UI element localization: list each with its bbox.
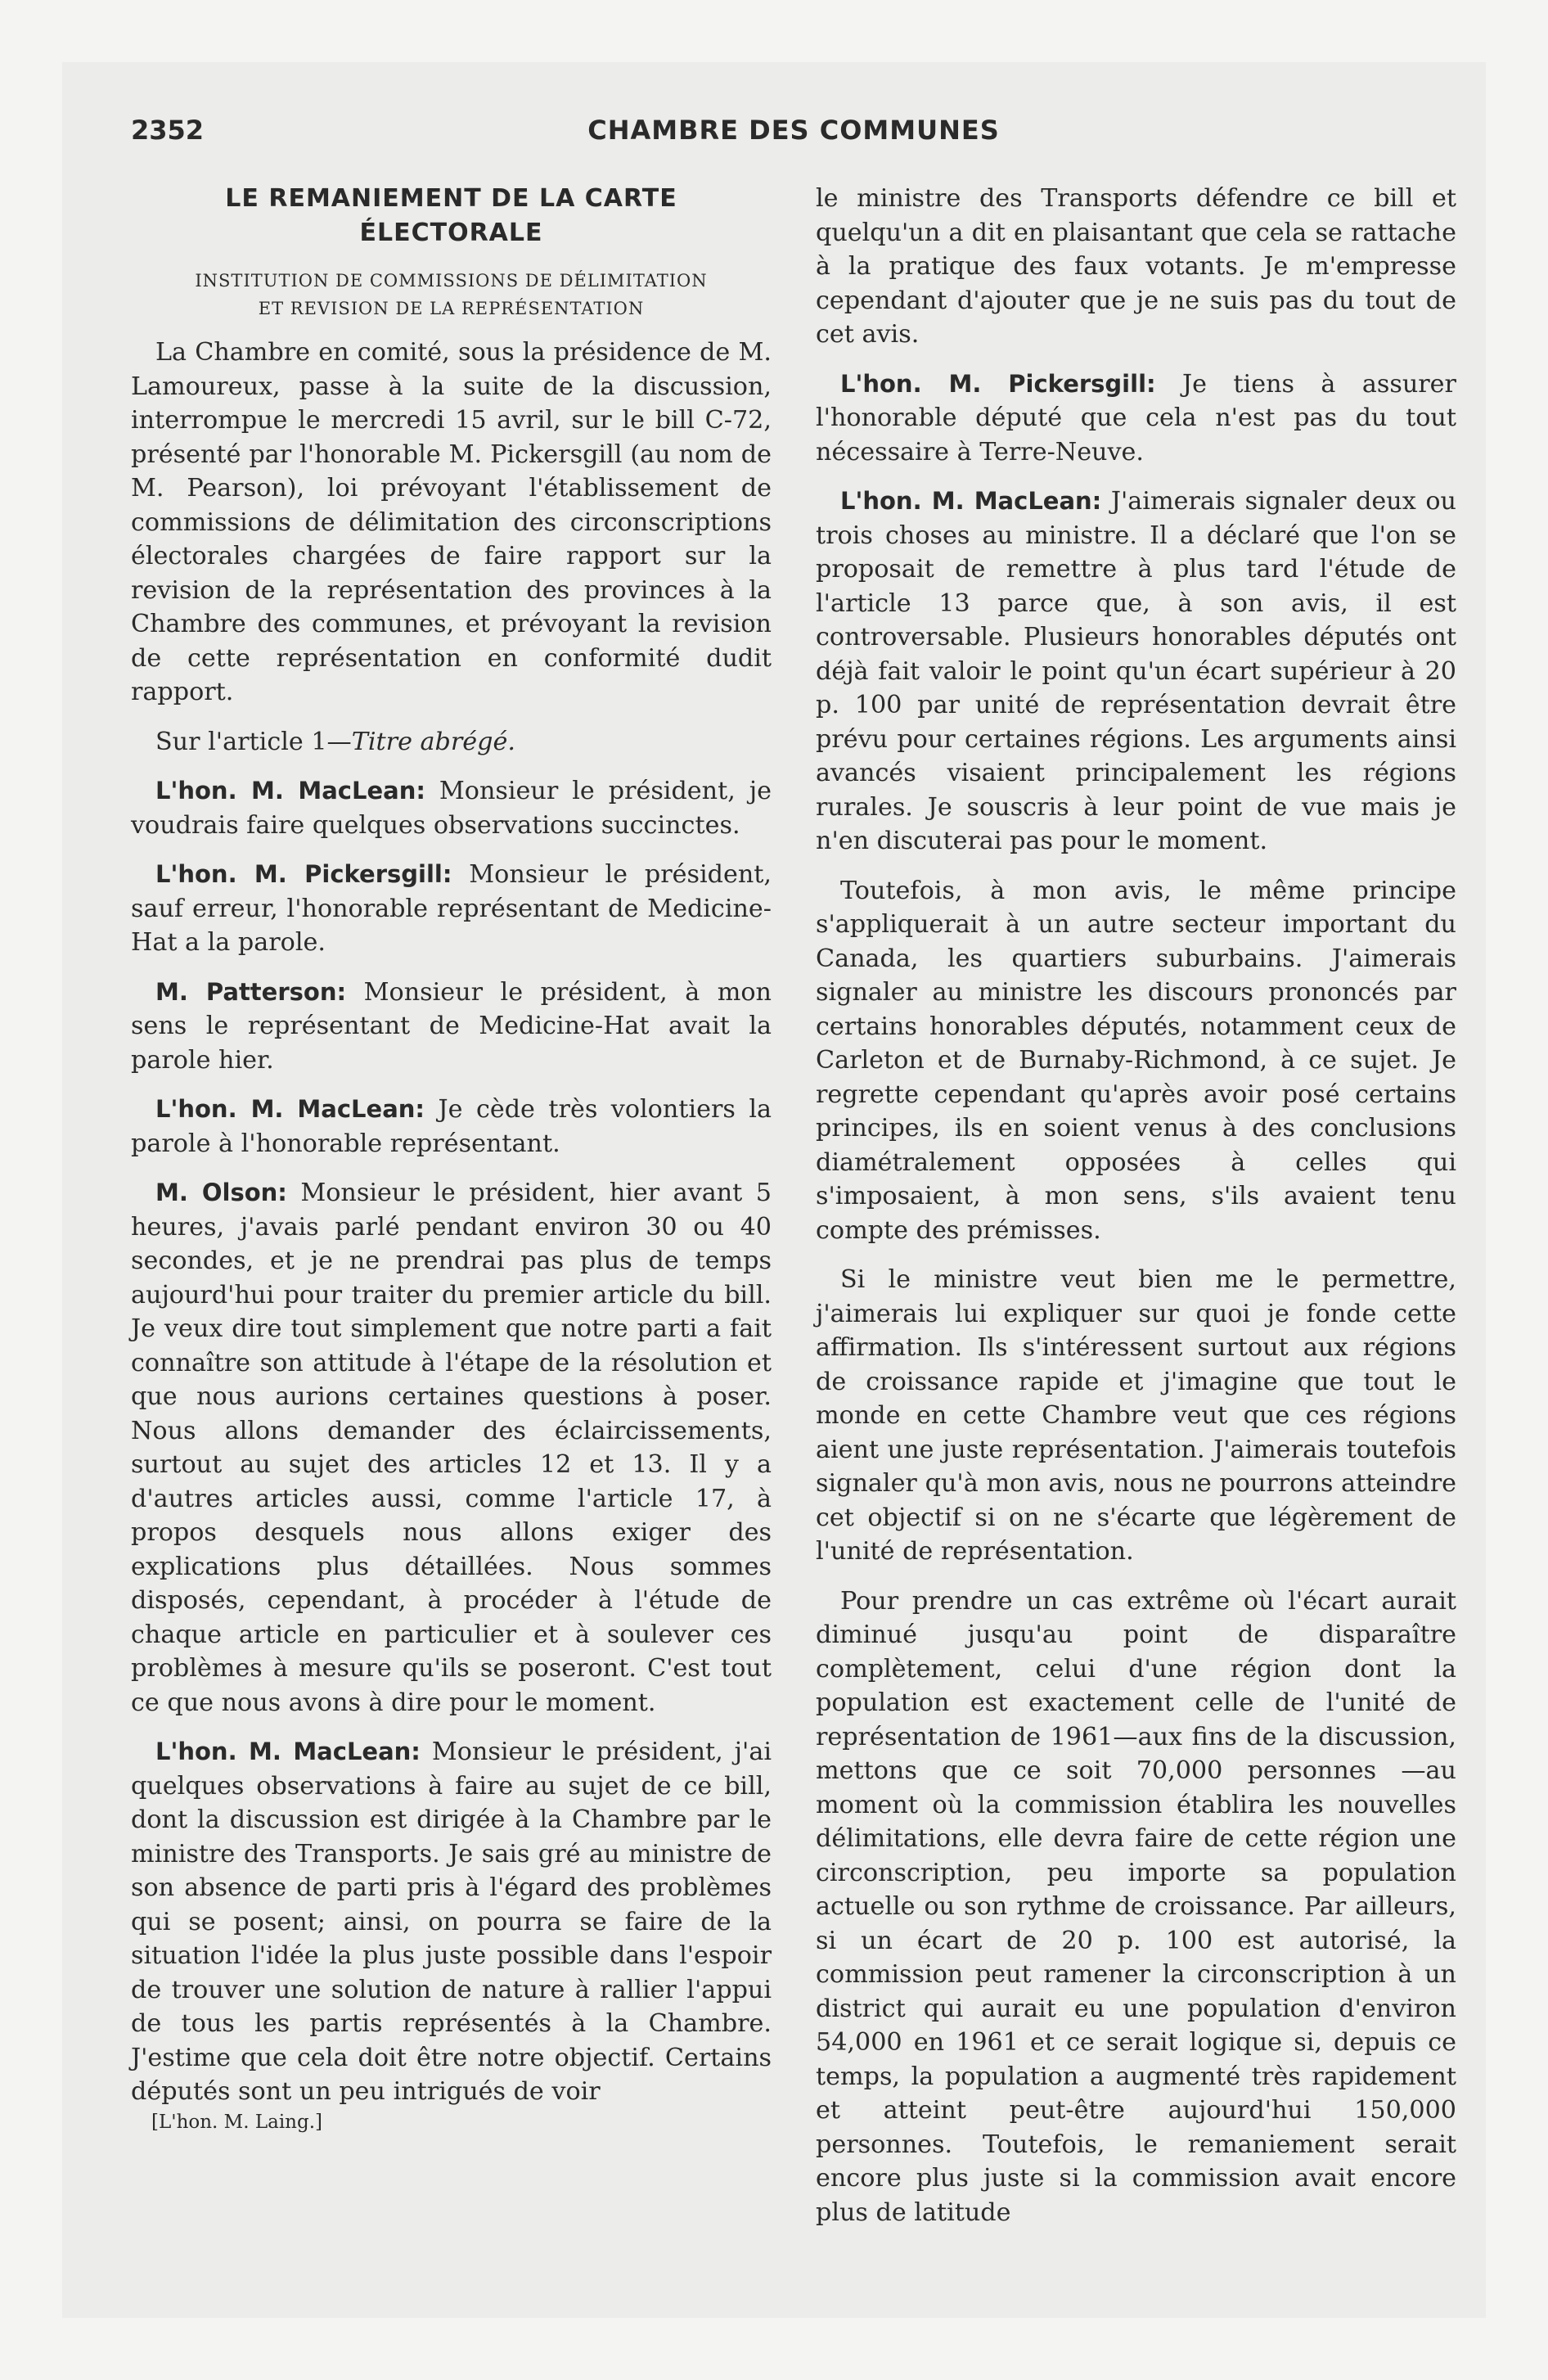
page-number: 2352 <box>131 115 205 146</box>
speech-text: Je tiens à assurer l'honorable député que cela n'est pas du tout nécessaire à Terre-Neuve. <box>816 369 1456 467</box>
speech-paragraph <box>131 1735 772 2109</box>
speaker-name: L'hon. M. MacLean: <box>840 487 1102 515</box>
body-paragraph: Toutefois, à mon avis, le même principe s'appliquerait à un autre secteur important du Canada, les quartiers suburbains. J'aimerais signaler au ministre les discours prononcés par certains honorables députés, notamment ceux de Carleton et de Burnaby-Richmond, à ce sujet. Je regrette cependant qu'après avoir posé certains principes, ils en soient venus à des conclusions diamétralement opposées à celles qui s'imposaient, à mon sens, s'ils avaient tenu compte des prémisses. <box>816 876 1456 1245</box>
speech-text: Monsieur le président, sauf erreur, l'honorable représentant de Medicine-Hat a la parole. <box>131 860 772 957</box>
section-title <box>131 182 772 250</box>
body-paragraph: Si le ministre veut bien me le permettre, j'aimerais lui expliquer sur quoi je fonde cette affirmation. Ils s'intéressent surtout aux régions de croissance rapide et j'imagine que tout le monde en cette Chambre veut que ces régions aient une juste représentation. J'aimerais toutefois signaler qu'à mon avis, nous ne pourrons atteindre cet objectif si on ne s'écarte que légèrement de l'unité de représentation. <box>816 1265 1456 1566</box>
body-paragraph: Pour prendre un cas extrême où l'écart aurait diminué jusqu'au point de disparaître complètement, celui d'une région dont la population est exactement celle de l'unité de représentation de 1961—aux fins de la discussion, mettons que ce soit 70,000 personnes —au moment où la commission établira les nouvelles délimitations, elle devra faire de cette région une circonscription, peu importe sa population actuelle ou son rythme de croissance. Par ailleurs, si un écart de 20 p. 100 est autorisé, la commission peut ramener la circonscription à un district qui aurait eu une population d'environ 54,000 en 1961 et ce serait logique si, depuis ce temps, la population a augmenté très rapidement et atteint peut-être aujourd'hui 150,000 personnes. Toutefois, le remaniement serait encore plus juste si la commission avait encore plus de latitude <box>816 1586 1456 2227</box>
speaker-name: L'hon. M. MacLean: <box>155 1095 425 1123</box>
section-subtitle-line2: ET REVISION DE LA REPRÉSENTATION <box>258 299 645 318</box>
intro-paragraph: La Chambre en comité, sous la présidence de M. Lamoureux, passe à la suite de la discussion, interrompue le mercredi 15 avril, sur le bill C-72, présenté par l'honorable M. Pickersgill (au nom de M. Pearson), loi prévoyant l'établissement de commissions de délimitation des circonscriptions électorales chargées de faire rapport sur la revision de la représentation des provinces à la Chambre des communes, et prévoyant la revision de cette représentation en conformité dudit rapport. <box>131 338 772 706</box>
section-title-line1: LE REMANIEMENT DE LA CARTE <box>225 184 677 213</box>
speech-paragraph <box>131 1176 772 1720</box>
left-column <box>131 182 772 2125</box>
speaker-name: M. Patterson: <box>155 977 347 1006</box>
speaker-footnote: [L'hon. M. Laing.] <box>151 2112 322 2133</box>
speaker-name: L'hon. M. Pickersgill: <box>155 860 452 888</box>
article-prefix: Sur l'article 1— <box>155 727 352 756</box>
article-title: Titre abrégé. <box>351 727 515 756</box>
speaker-name: L'hon. M. MacLean: <box>155 777 425 805</box>
section-subtitle <box>131 267 772 322</box>
speech-text: Monsieur le président, hier avant 5 heures, j'avais parlé pendant environ 30 ou 40 secondes, et je ne prendrai pas plus de temps aujourd'hui pour traiter du premier article du bill. Je veux dire tout simplement que notre parti a fait connaître son attitude à l'étape de la résolution et que nous aurions certaines questions à poser. Nous allons demander des éclaircissements, surtout au sujet des articles 12 et 13. Il y a d'autres articles aussi, comme l'article 17, à propos desquels nous allons exiger des explications plus détaillées. Nous sommes disposés, cependant, à procéder à l'étude de chaque article en particulier et à soulever ces problèmes à mesure qu'ils se poseront. C'est tout ce que nous avons à dire pour le moment. <box>131 1179 772 1717</box>
speech-paragraph <box>131 858 772 960</box>
speaker-name: L'hon. M. Pickersgill: <box>840 369 1156 398</box>
speaker-name: L'hon. M. MacLean: <box>155 1738 421 1765</box>
section-subtitle-line1: INSTITUTION DE COMMISSIONS DE DÉLIMITATION <box>195 271 708 291</box>
speech-text: Je cède très volontiers la parole à l'honorable représentant. <box>131 1095 772 1158</box>
right-column <box>816 182 1456 2245</box>
article-heading <box>131 725 772 760</box>
speech-text: Monsieur le président, à mon sens le représentant de Medicine-Hat avait la parole hier. <box>131 977 772 1075</box>
speech-paragraph <box>131 774 772 842</box>
page-header <box>131 115 1456 164</box>
continued-paragraph: le ministre des Transports défendre ce bill et quelqu'un a dit en plaisantant que cela se rattache à la pratique des faux votants. Je m'empresse cependant d'ajouter que je ne suis pas du tout de cet avis. <box>816 184 1456 349</box>
speaker-name: M. Olson: <box>155 1179 287 1206</box>
speech-paragraph <box>816 485 1456 859</box>
speech-paragraph <box>131 976 772 1078</box>
running-head: CHAMBRE DES COMMUNES <box>587 115 1000 146</box>
speech-paragraph <box>131 1093 772 1161</box>
speech-text: J'aimerais signaler deux ou trois choses au ministre. Il a déclaré que l'on se proposait de remettre à plus tard l'étude de l'article 13 parce que, à son avis, il est controversable. Plusieurs honorables députés ont déjà fait valoir le point qu'un écart supérieur à 20 p. 100 par unité de représentation devrait être prévu pour certaines régions. Les arguments ainsi avancés visaient principalement les régions rurales. Je souscris à leur point de vue mais je n'en discuterai pas pour le moment. <box>816 487 1456 855</box>
section-title-line2: ÉLECTORALE <box>359 219 543 247</box>
speech-text: Monsieur le président, je voudrais faire quelques observations succinctes. <box>131 777 772 840</box>
speech-text: Monsieur le président, j'ai quelques observations à faire au sujet de ce bill, dont la discussion est dirigée à la Chambre par le ministre des Transports. Je sais gré au ministre de son absence de parti pris à l'égard des problèmes qui se posent; ainsi, on pourra se faire de la situation l'idée la plus juste possible dans l'espoir de trouver une solution de nature à rallier l'appui de tous les partis représentés à la Chambre. J'estime que cela doit être notre objectif. Certains députés sont un peu intrigués de voir <box>131 1738 772 2106</box>
speech-paragraph <box>816 367 1456 470</box>
